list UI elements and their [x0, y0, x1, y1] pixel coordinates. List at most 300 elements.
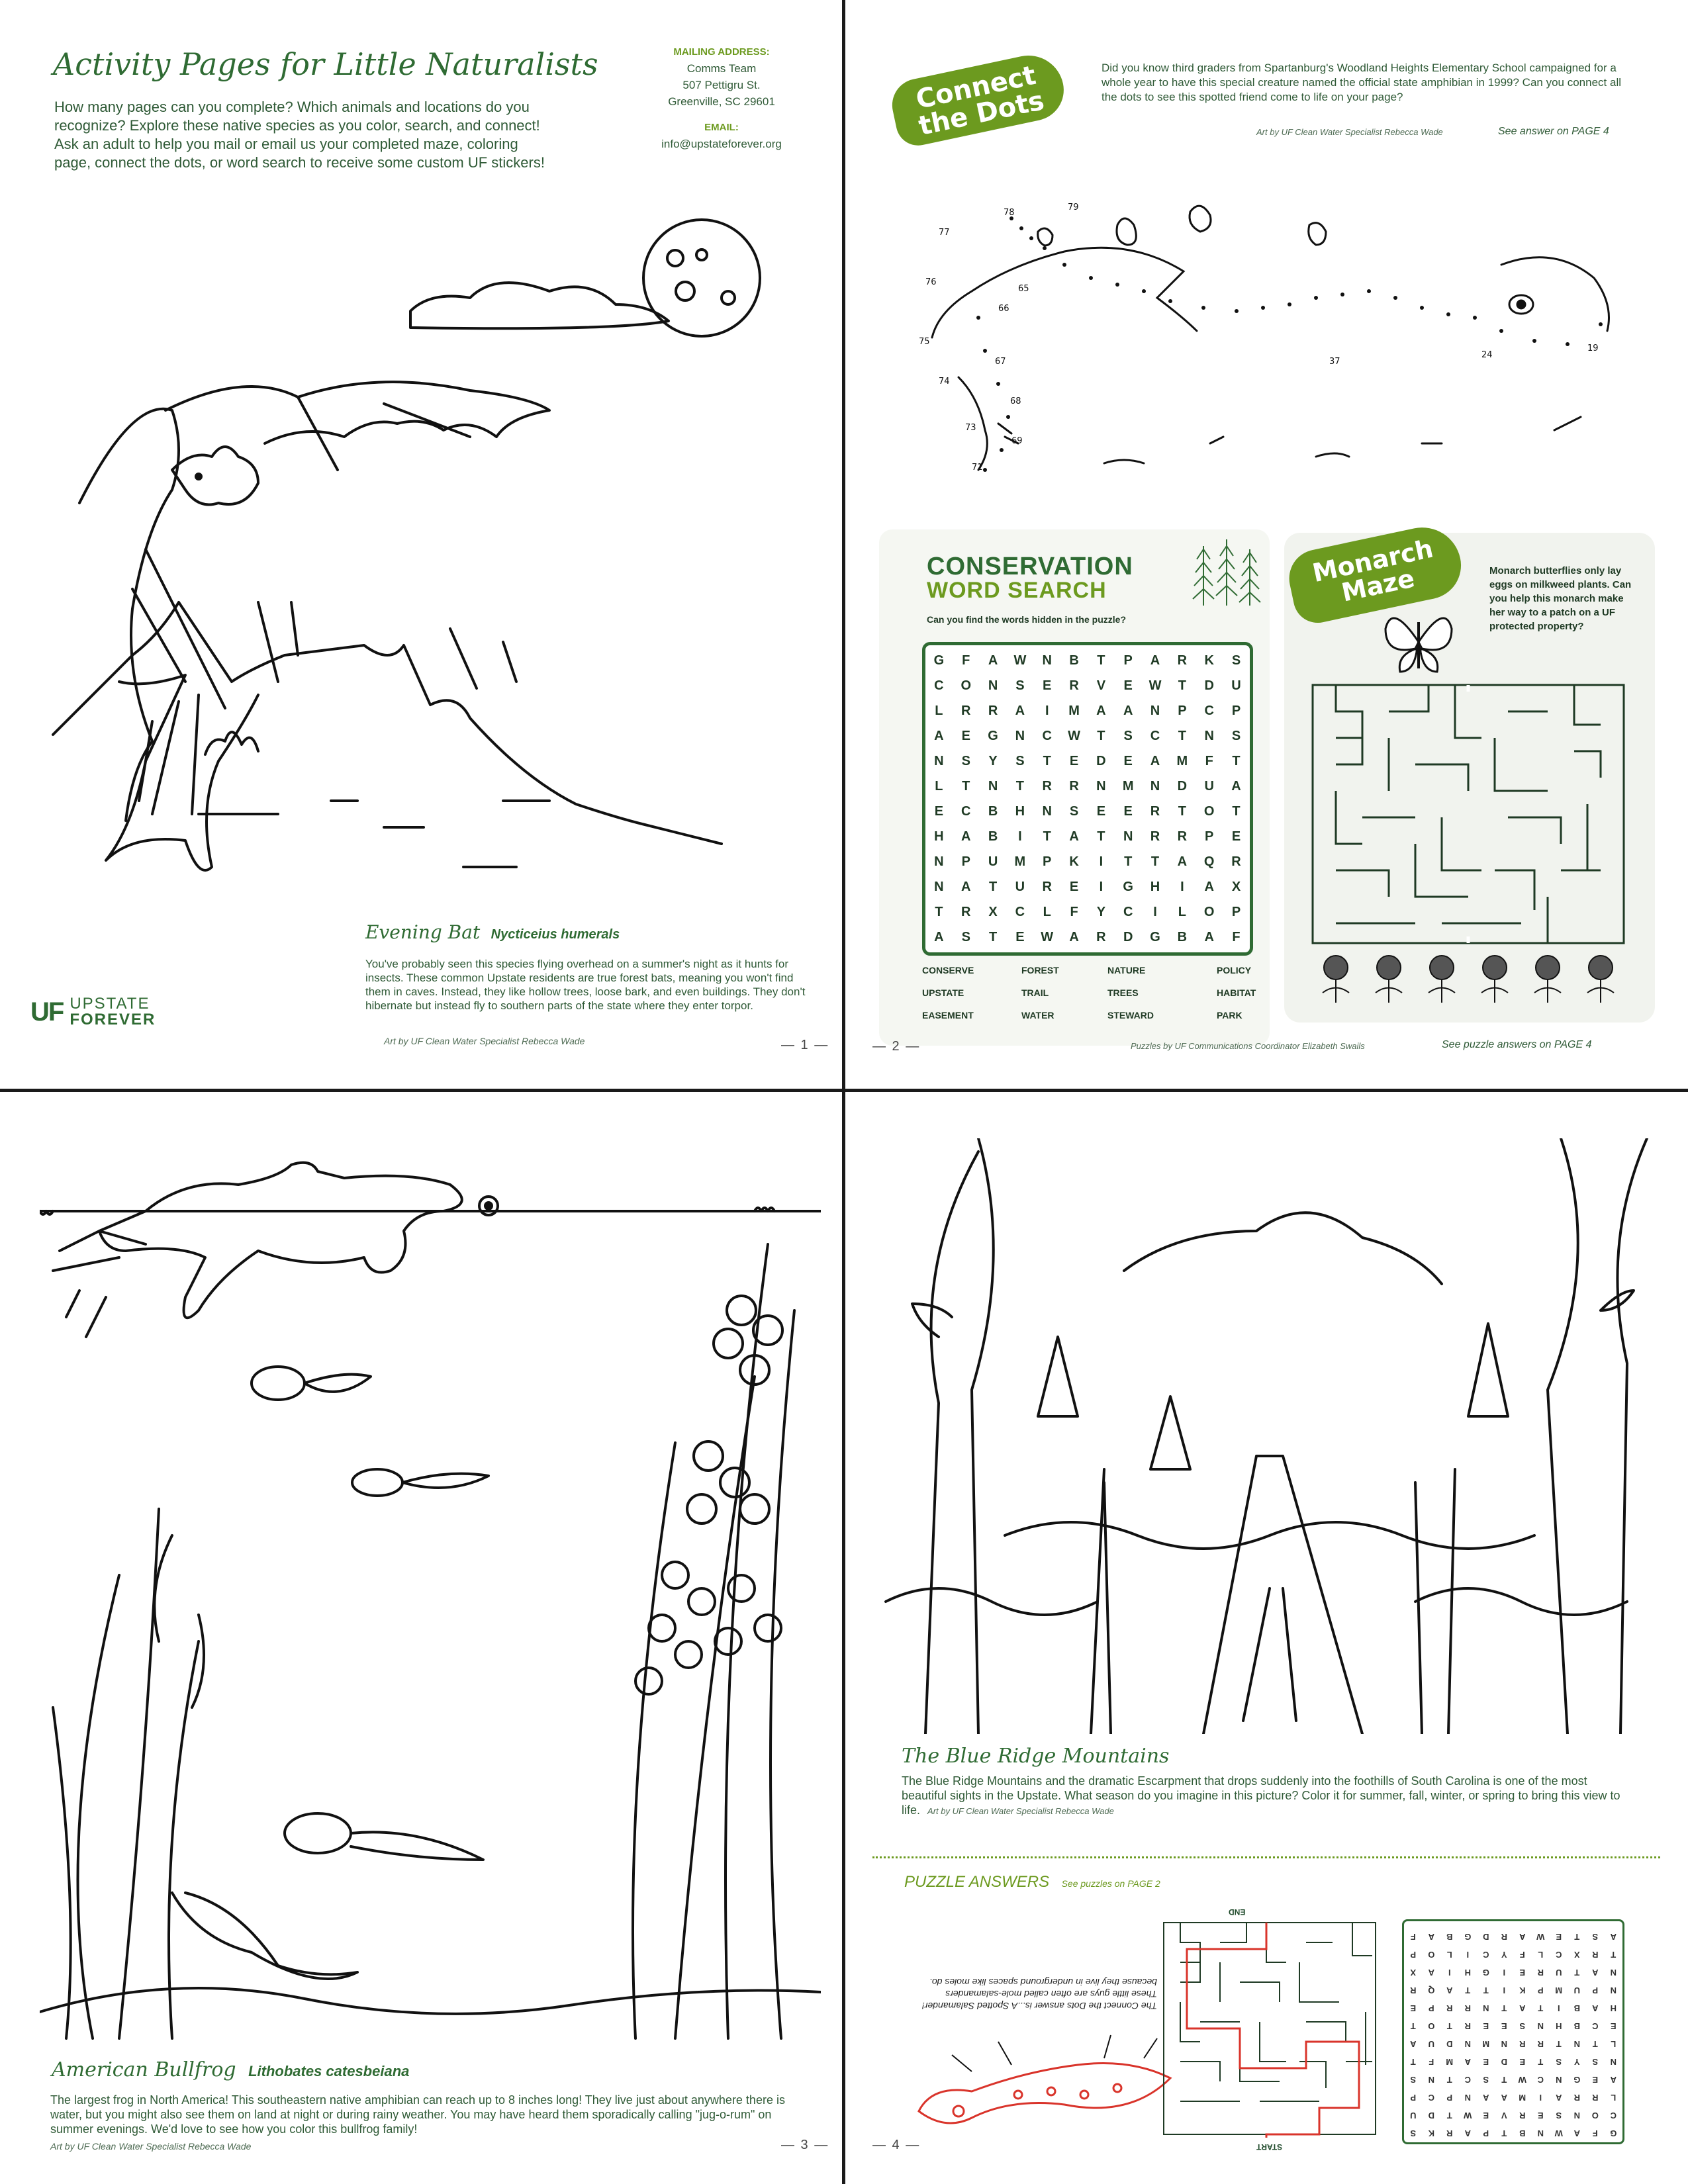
logo-mark: UF	[30, 997, 64, 1026]
word-search-letter[interactable]: E	[1123, 678, 1133, 693]
word-search-letter[interactable]: S	[1231, 653, 1241, 668]
answer-letter: A	[1464, 2057, 1471, 2067]
answer-letter: R	[1446, 2003, 1453, 2013]
answer-row	[1404, 1946, 1622, 1964]
word-search-letter[interactable]: U	[1015, 879, 1025, 894]
answer-letter: T	[1446, 2021, 1452, 2031]
species-heading	[365, 921, 620, 943]
word-search-letter[interactable]: N	[934, 753, 944, 768]
word-search-letter[interactable]: X	[988, 904, 998, 919]
word-search-letter[interactable]: M	[1122, 778, 1134, 794]
answer-letter: L	[1611, 2039, 1617, 2049]
word-search-letter[interactable]: B	[988, 803, 998, 819]
word-search-letter[interactable]: A	[1150, 753, 1160, 768]
answer-letter: C	[1428, 2093, 1434, 2103]
word-search-letter[interactable]: F	[1205, 753, 1213, 768]
answer-letter: R	[1537, 1968, 1544, 1978]
answer-row	[1404, 2124, 1622, 2142]
svg-text:66: 66	[998, 304, 1009, 314]
svg-text:69: 69	[1011, 436, 1023, 446]
word-search-letter[interactable]: S	[1015, 678, 1025, 693]
answer-row	[1404, 2071, 1622, 2089]
word-search-letter[interactable]: A	[1123, 703, 1133, 718]
word-search-letter[interactable]: F	[1070, 904, 1078, 919]
word-search-letter[interactable]: B	[988, 829, 998, 844]
answer-letter: A	[1573, 2128, 1580, 2138]
answer-letter: I	[1557, 2003, 1560, 2013]
word-search-letter[interactable]: R	[961, 703, 971, 718]
answer-letter: D	[1428, 2111, 1434, 2120]
art-credit: Art by UF Clean Water Specialist Rebecca Wade	[50, 2141, 252, 2152]
answer-row	[1404, 2107, 1622, 2124]
word-search-letter[interactable]: S	[1231, 728, 1241, 743]
word-search-letter[interactable]: A	[934, 929, 944, 944]
word-list-item: POLICY	[1217, 965, 1252, 976]
answer-letter: G	[1464, 1932, 1472, 1942]
answer-letter: R	[1573, 2093, 1580, 2103]
upstate-forever-logo	[30, 996, 156, 1028]
answers-subtitle: See puzzles on PAGE 2	[1061, 1878, 1160, 1889]
word-search-letter[interactable]: C	[1042, 728, 1052, 743]
word-search-letter[interactable]: B	[1177, 929, 1188, 944]
puzzle-credit: Puzzles by UF Communications Coordinator Elizabeth Swails	[1131, 1041, 1365, 1051]
word-search-letter[interactable]: E	[961, 728, 970, 743]
answer-row	[1404, 2017, 1622, 2035]
word-search-letter[interactable]: O	[1203, 904, 1215, 919]
word-search-letter[interactable]: K	[1069, 854, 1079, 869]
answer-letter: E	[1483, 2021, 1489, 2031]
word-search-title-2: WORD SEARCH	[927, 578, 1107, 603]
word-search-letter[interactable]: E	[1096, 803, 1106, 819]
word-search-letter[interactable]: G	[1150, 929, 1160, 944]
word-search-letter[interactable]: C	[1204, 703, 1214, 718]
word-search-letter[interactable]: T	[1232, 803, 1241, 819]
answer-letter: Y	[1573, 2057, 1580, 2067]
blue-ridge-text: The Blue Ridge Mountains and the dramatic Escarpment that drops suddenly into the foothills of South Carolina is one of the most beautiful sights in the Upstate. What season do you imagine in this picture? Color it for summer, fall, winter, or spring to bring this view to life.	[902, 1774, 1620, 1817]
answer-letter: T	[1501, 2075, 1507, 2085]
word-search-letter[interactable]: R	[1096, 929, 1106, 944]
word-list-item: FOREST	[1021, 965, 1059, 976]
word-search-letter[interactable]: T	[1178, 803, 1186, 819]
word-search-letter[interactable]: R	[1177, 653, 1188, 668]
word-search-letter[interactable]: L	[1178, 904, 1186, 919]
answer-row	[1404, 2053, 1622, 2071]
word-search-letter[interactable]: N	[1150, 703, 1160, 718]
answer-letter: A	[1519, 1932, 1526, 1942]
word-search-letter[interactable]: A	[961, 879, 971, 894]
word-search-letter[interactable]: E	[934, 803, 944, 819]
word-search-letter[interactable]: P	[1205, 829, 1214, 844]
word-search-letter[interactable]: R	[961, 904, 971, 919]
svg-text:37: 37	[1329, 357, 1340, 367]
word-search-letter[interactable]: O	[961, 678, 972, 693]
word-search-letter[interactable]: I	[1153, 904, 1157, 919]
word-search-letter[interactable]: S	[961, 929, 970, 944]
word-search-letter[interactable]: R	[1042, 778, 1052, 794]
answer-letter: P	[1410, 1950, 1417, 1960]
word-search-letter[interactable]: R	[1069, 678, 1079, 693]
word-search-letter[interactable]: N	[1042, 803, 1052, 819]
word-search-letter[interactable]: W	[1013, 653, 1027, 668]
answer-letter: U	[1556, 1968, 1562, 1978]
word-search-letter[interactable]: D	[1096, 753, 1106, 768]
word-search-letter[interactable]: V	[1096, 678, 1106, 693]
word-search-letter[interactable]: T	[1097, 829, 1105, 844]
word-search-letter[interactable]: W	[1041, 929, 1054, 944]
word-search-letter[interactable]: A	[1150, 653, 1160, 668]
word-list-item: NATURE	[1107, 965, 1146, 976]
answer-letter: N	[1501, 2039, 1507, 2049]
horizontal-divider	[0, 1089, 1688, 1092]
word-search-letter[interactable]: C	[961, 803, 971, 819]
word-search-letter[interactable]: N	[1123, 829, 1133, 844]
species-latin: Lithobates catesbeiana	[248, 2063, 410, 2079]
word-search-letter[interactable]: T	[1097, 653, 1105, 668]
word-search-row	[925, 925, 1250, 950]
word-search-letter[interactable]: N	[934, 854, 944, 869]
species-latin: Nycticeius humerals	[491, 927, 620, 942]
word-search-letter[interactable]: E	[1015, 929, 1025, 944]
answer-letter: T	[1574, 1968, 1580, 1978]
word-search-letter[interactable]: R	[1177, 829, 1188, 844]
word-search-letter[interactable]: W	[1068, 728, 1080, 743]
word-list-item: WATER	[1021, 1010, 1055, 1021]
word-search-letter[interactable]: M	[1014, 854, 1026, 869]
answer-letter: E	[1519, 2057, 1526, 2067]
answer-row	[1404, 2089, 1622, 2107]
word-search-answer	[1402, 1919, 1624, 2144]
word-search-letter[interactable]: R	[988, 703, 998, 718]
answer-letter: S	[1592, 2057, 1599, 2067]
word-search-letter[interactable]: I	[1018, 829, 1022, 844]
word-search-letter[interactable]: A	[1015, 703, 1025, 718]
email-link[interactable]: info@upstateforever.org	[661, 138, 782, 150]
word-search-letter[interactable]: H	[1150, 879, 1160, 894]
word-search-letter[interactable]: E	[1231, 829, 1241, 844]
word-search-letter[interactable]: S	[1069, 803, 1079, 819]
answer-letter: T	[1446, 2111, 1452, 2120]
word-search-letter[interactable]: M	[1068, 703, 1080, 718]
word-list-item: UPSTATE	[922, 987, 964, 998]
word-search-letter[interactable]: R	[1231, 854, 1241, 869]
puzzle-answers-ref: See puzzle answers on PAGE 4	[1442, 1039, 1592, 1050]
word-search-letter[interactable]: T	[935, 904, 943, 919]
art-credit: Art by UF Clean Water Specialist Rebecca Wade	[384, 1036, 585, 1046]
word-search-letter[interactable]: N	[934, 879, 944, 894]
answer-letter: N	[1610, 2057, 1617, 2067]
word-list-item: TREES	[1107, 987, 1139, 998]
word-search-letter[interactable]: A	[1177, 854, 1188, 869]
word-list-item: CONSERVE	[922, 965, 974, 976]
word-search-letter[interactable]: T	[1150, 854, 1160, 869]
answer-letter: T	[1538, 2003, 1544, 2013]
puzzle-answers-header	[904, 1873, 1160, 1891]
word-search-letter[interactable]: D	[1177, 778, 1188, 794]
word-search-letter[interactable]: S	[1015, 753, 1025, 768]
word-list-item: HABITAT	[1217, 987, 1256, 998]
answer-letter: M	[1446, 2057, 1454, 2067]
answer-letter: T	[1410, 2057, 1416, 2067]
word-search-letter[interactable]: P	[961, 854, 970, 869]
answer-letter: G	[1482, 1968, 1489, 1978]
connect-dots-answer-ref: See answer on PAGE 4	[1498, 126, 1609, 137]
word-search-letter[interactable]: C	[1123, 904, 1133, 919]
word-search-row	[925, 824, 1250, 849]
spotted-salamander-answer	[906, 2019, 1184, 2158]
word-search-letter[interactable]: T	[1178, 678, 1186, 693]
word-search-letter[interactable]: A	[1231, 778, 1241, 794]
word-search-letter[interactable]: P	[1043, 854, 1052, 869]
word-search-letter[interactable]: Y	[1096, 904, 1106, 919]
word-search-letter[interactable]: H	[1015, 803, 1025, 819]
word-list-item: STEWARD	[1107, 1010, 1154, 1021]
answer-letter: A	[1428, 1932, 1434, 1942]
answer-letter: F	[1519, 1950, 1525, 1960]
word-search-grid[interactable]	[922, 642, 1253, 956]
word-search-letter[interactable]: A	[1204, 929, 1214, 944]
answer-letter: S	[1410, 2128, 1417, 2138]
word-search-letter[interactable]: A	[934, 728, 944, 743]
word-search-letter[interactable]: D	[1204, 678, 1214, 693]
answer-letter: L	[1611, 2093, 1617, 2103]
answer-letter: F	[1410, 1932, 1416, 1942]
word-search-letter[interactable]: I	[1180, 879, 1184, 894]
word-search-letter[interactable]: T	[1015, 778, 1024, 794]
answer-letter: S	[1410, 2075, 1417, 2085]
answer-row	[1404, 2035, 1622, 2053]
species-description: You've probably seen this species flying overhead on a summer's night as it hunts for insects. These common Upstate residents are true forest bats, meaning you won't find them in caves. Instead, they like hollow trees, loose bark, and even buildings. They don't hibernate but instead fly to southern parts of the state where they enter torpor.	[365, 958, 806, 1012]
answer-letter: N	[1573, 2111, 1580, 2120]
answer-letter: O	[1591, 2111, 1599, 2120]
word-search-letter[interactable]: G	[933, 653, 945, 668]
answer-letter: C	[1483, 1950, 1489, 1960]
word-search-letter[interactable]: T	[1043, 829, 1051, 844]
word-search-letter[interactable]: L	[935, 778, 943, 794]
answer-letter: D	[1501, 2057, 1507, 2067]
answer-letter: N	[1610, 1985, 1617, 1995]
word-search-row	[925, 774, 1250, 799]
answer-letter: E	[1483, 2057, 1489, 2067]
word-search-letter[interactable]: I	[1045, 703, 1049, 718]
word-search-letter[interactable]: C	[934, 678, 944, 693]
word-search-letter[interactable]: I	[1099, 854, 1103, 869]
word-search-letter[interactable]: U	[1204, 778, 1214, 794]
word-search-letter[interactable]: Q	[1203, 854, 1215, 869]
answer-letter: N	[1537, 2128, 1544, 2138]
maze-answer	[1160, 1919, 1379, 2138]
answer-letter: U	[1428, 2039, 1434, 2049]
word-search-letter[interactable]: O	[1203, 803, 1215, 819]
word-search-letter[interactable]: R	[1150, 803, 1160, 819]
word-search-letter[interactable]: T	[1232, 753, 1241, 768]
word-search-letter[interactable]: B	[1069, 653, 1079, 668]
page-number: — 4 —	[872, 2138, 921, 2152]
section-description	[902, 1774, 1623, 1819]
word-search-row	[925, 749, 1250, 774]
answer-row	[1404, 1981, 1622, 1999]
word-search-letter[interactable]: S	[961, 753, 970, 768]
answer-letter: O	[1428, 1950, 1435, 1960]
answer-letter: R	[1410, 1985, 1417, 1995]
answer-letter: A	[1464, 2128, 1471, 2138]
answer-letter: A	[1592, 2003, 1599, 2013]
word-search-letter[interactable]: G	[988, 728, 998, 743]
word-search-letter[interactable]: A	[1069, 929, 1079, 944]
word-search-letter[interactable]: L	[1043, 904, 1051, 919]
word-search-letter[interactable]: T	[1043, 753, 1051, 768]
word-search-letter[interactable]: A	[1069, 829, 1079, 844]
answer-letter: B	[1573, 2003, 1580, 2013]
word-search-letter[interactable]: N	[1204, 728, 1214, 743]
logo-line-2: FOREVER	[70, 1011, 156, 1028]
answers-upside-down-panel	[906, 1919, 1184, 2158]
word-search-letter[interactable]: A	[1096, 703, 1106, 718]
word-search-letter[interactable]: P	[1123, 653, 1133, 668]
word-search-letter[interactable]: A	[1204, 879, 1214, 894]
word-search-letter[interactable]: R	[1150, 829, 1160, 844]
word-search-letter[interactable]: E	[1069, 753, 1079, 768]
word-search-letter[interactable]: R	[1069, 778, 1079, 794]
answer-letter: M	[1482, 2039, 1490, 2049]
answer-letter: T	[1501, 2003, 1507, 2013]
answer-letter: E	[1537, 2111, 1544, 2120]
page-title: Activity Pages for Little Naturalists	[53, 46, 598, 82]
answer-letter: T	[1446, 2075, 1452, 2085]
word-search-letter[interactable]: N	[1150, 778, 1160, 794]
answer-letter: E	[1556, 1932, 1562, 1942]
word-search-letter[interactable]: N	[1042, 653, 1052, 668]
answer-letter: T	[1483, 1985, 1489, 1995]
answer-letter: P	[1537, 1985, 1544, 1995]
word-search-letter[interactable]: G	[1123, 879, 1133, 894]
answer-letter: R	[1446, 2128, 1453, 2138]
word-search-letter[interactable]: T	[988, 879, 998, 894]
answer-letter: U	[1410, 2111, 1417, 2120]
answer-letter: N	[1573, 2039, 1580, 2049]
word-search-letter[interactable]: E	[1123, 803, 1133, 819]
connect-dots-credit: Art by UF Clean Water Specialist Rebecca Wade	[1256, 127, 1443, 137]
answer-letter: S	[1592, 1932, 1599, 1942]
answer-explanation: The Connect the Dots answer is...A Spotted Salamander! These little guys are often called mole-salamanders because they live in underground spaces like moles do.	[921, 1977, 1157, 2011]
answer-letter: D	[1446, 2039, 1453, 2049]
svg-text:68: 68	[1010, 396, 1021, 406]
answer-letter: I	[1448, 1968, 1451, 1978]
word-search-letter[interactable]: X	[1231, 879, 1241, 894]
word-search-letter[interactable]: E	[1069, 879, 1079, 894]
word-search-letter[interactable]: P	[1231, 904, 1241, 919]
answer-row	[1404, 1999, 1622, 2017]
answer-letter: E	[1501, 2021, 1507, 2031]
word-search-letter[interactable]: D	[1123, 929, 1133, 944]
answer-letter: L	[1446, 1950, 1452, 1960]
word-search-letter[interactable]: Y	[988, 753, 998, 768]
svg-text:65: 65	[1018, 284, 1029, 294]
word-search-letter[interactable]: T	[1097, 728, 1105, 743]
word-search-letter[interactable]: C	[1150, 728, 1160, 743]
connect-dots-text: Did you know third graders from Spartanburg's Woodland Heights Elementary School campaigned for a whole year to have this special creature named the official state amphibian in 1999? Can you connect all the dots to see this spotted friend come to life on your page?	[1102, 62, 1621, 103]
word-search-letter[interactable]: R	[1042, 879, 1052, 894]
answer-letter: R	[1519, 2039, 1526, 2049]
word-search-letter[interactable]: P	[1178, 703, 1187, 718]
word-search-letter[interactable]: H	[934, 829, 944, 844]
answer-letter: C	[1464, 2075, 1471, 2085]
answer-letter: I	[1466, 1950, 1470, 1960]
section-separator	[872, 1856, 1660, 1858]
answer-letter: T	[1465, 1985, 1471, 1995]
answer-letter: T	[1574, 1932, 1580, 1942]
answer-letter: M	[1555, 1985, 1563, 1995]
answer-letter: I	[1539, 2093, 1542, 2103]
word-search-row	[925, 648, 1250, 673]
answer-letter: L	[1538, 1950, 1544, 1960]
answer-letter: N	[1428, 2075, 1434, 2085]
word-search-row	[925, 874, 1250, 899]
word-search-letter[interactable]: C	[1015, 904, 1025, 919]
answer-letter: A	[1501, 2093, 1507, 2103]
answer-letter: G	[1610, 2128, 1617, 2138]
word-search-letter[interactable]: E	[1123, 753, 1133, 768]
maze-start-label: START	[1256, 2142, 1283, 2152]
page-4-blue-ridge-and-answers	[846, 1099, 1688, 2184]
answer-letter: A	[1592, 1968, 1599, 1978]
svg-text:67: 67	[995, 357, 1006, 367]
monarch-maze-grid[interactable]	[1309, 682, 1627, 946]
word-search-letter[interactable]: T	[1124, 854, 1133, 869]
mailing-line-1: Comms Team	[686, 62, 757, 75]
mailing-label: MAILING ADDRESS:	[673, 46, 770, 58]
word-search-letter[interactable]: N	[988, 778, 998, 794]
answer-letter: C	[1537, 2075, 1544, 2085]
word-search-letter[interactable]: W	[1149, 678, 1162, 693]
answer-letter: W	[1554, 2128, 1563, 2138]
word-search-letter[interactable]: P	[1231, 703, 1241, 718]
word-search-row	[925, 673, 1250, 698]
word-search-letter[interactable]: N	[988, 678, 998, 693]
word-search-letter[interactable]: F	[962, 653, 970, 668]
word-search-letter[interactable]: M	[1176, 753, 1188, 768]
answer-letter: V	[1501, 2111, 1507, 2120]
word-search-letter[interactable]: U	[1231, 678, 1241, 693]
word-search-row	[925, 698, 1250, 723]
answer-letter: A	[1428, 1968, 1434, 1978]
word-search-letter[interactable]: S	[1123, 728, 1133, 743]
answer-letter: I	[1503, 1968, 1506, 1978]
svg-text:24: 24	[1481, 350, 1493, 360]
word-search-letter[interactable]: E	[1043, 678, 1052, 693]
word-search-letter[interactable]: F	[1232, 929, 1241, 944]
word-search-letter[interactable]: T	[988, 929, 998, 944]
answer-letter: R	[1592, 2093, 1599, 2103]
word-search-letter[interactable]: L	[935, 703, 943, 718]
answer-letter: P	[1446, 2093, 1453, 2103]
word-search-letter[interactable]: T	[962, 778, 970, 794]
word-search-letter[interactable]: A	[988, 653, 998, 668]
answer-letter: K	[1519, 1985, 1526, 1995]
word-search-letter[interactable]: A	[961, 829, 971, 844]
word-search-letter[interactable]: I	[1099, 879, 1103, 894]
answer-letter: A	[1483, 2093, 1489, 2103]
word-search-letter[interactable]: N	[1015, 728, 1025, 743]
page-number: — 2 —	[872, 1039, 921, 1054]
answer-letter: A	[1610, 1932, 1617, 1942]
word-search-letter[interactable]: N	[1096, 778, 1106, 794]
svg-text:75: 75	[919, 337, 930, 347]
answer-letter: T	[1501, 2128, 1507, 2138]
word-search-letter[interactable]: K	[1204, 653, 1214, 668]
answer-letter: W	[1536, 1932, 1545, 1942]
word-search-letter[interactable]: U	[988, 854, 998, 869]
word-search-letter[interactable]: T	[1178, 728, 1186, 743]
